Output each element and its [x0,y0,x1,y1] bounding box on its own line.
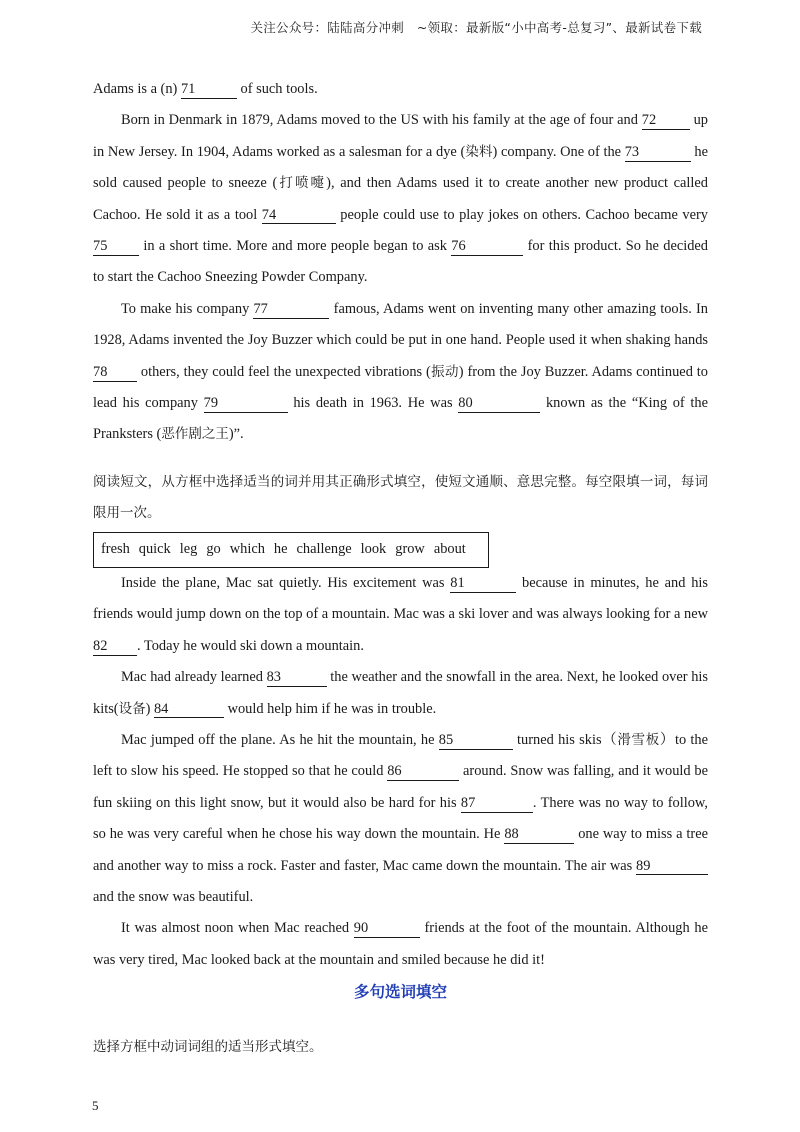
word-option: which [229,540,265,557]
word-option: look [360,540,387,557]
text: Mac jumped off the plane. As he hit the mountain, he [121,731,439,748]
text: the weather and the snowfall in the area. Next, he looked over his kits( [93,669,708,717]
text: Inside the plane, Mac sat quietly. His excitement was [121,574,451,591]
blank-90[interactable]: 90 [354,921,420,938]
blank-77[interactable]: 77 [253,302,329,319]
text: 打喷嚏 [277,175,327,192]
document-body [93,74,708,1064]
text: known as the “King of the Pranksters ( [93,395,708,443]
section-instruction: 选择方框中动词词组的适当形式填空。 [93,1039,323,1056]
passage1-paragraph3 [93,294,708,451]
text: ）to the left to slow his speed. He stopped so that he could [93,731,709,780]
text: It was almost noon when Mac reached [121,920,354,937]
blank-84[interactable]: 84 [154,702,224,719]
text: because in minutes, he and his friends would jump down on the top of a mountain. Mac was a ski lover and was always looking for a new [93,574,709,623]
word-option: fresh [101,540,130,557]
passage1-paragraph2 [93,105,708,293]
word-option: leg [179,540,198,557]
text: he sold caused people to sneeze ( [93,143,708,192]
text: for this product. So he decided to start the Cachoo Sneezing Powder Company. [93,238,708,286]
word-option: grow [395,540,425,557]
text: in a short time. More and more people began to ask [139,238,452,255]
text: 设备 [118,700,146,717]
text: Mac had already learned [121,669,267,686]
text: To make his company [121,300,254,317]
blank-87[interactable]: 87 [461,796,533,813]
blank-73[interactable]: 73 [625,145,691,162]
text: up in New Jersey. In 1904, Adams worked as a salesman for a dye ( [93,112,708,160]
blank-78[interactable]: 78 [93,365,137,382]
text: ) [145,700,154,717]
blank-79[interactable]: 79 [204,396,288,413]
blank-75[interactable]: 75 [93,239,139,256]
text: people could use to play jokes on others. Cachoo became very [335,206,708,223]
text: one way to miss a tree and another way to miss a rock. Faster and faster, Mac came down the mountain. The air was [93,826,708,874]
text: ) company. One of the [492,143,625,160]
text: and the snow was beautiful. [93,888,254,905]
blank-89[interactable]: 89 [636,859,708,876]
text: ), and then Adams used it to create another new product called Cachoo. He sold it as a tool [93,175,708,223]
text: Born in Denmark in 1879, Adams moved to the US with his family at the age of four and [121,112,642,129]
word-box [93,532,489,568]
blank-80[interactable]: 80 [458,396,540,413]
blank-76[interactable]: 76 [451,239,523,256]
blank-86[interactable]: 86 [387,764,459,781]
word-option: he [273,540,288,557]
blank-74[interactable]: 74 [262,208,336,225]
text: turned his skis（ [512,731,618,748]
instruction-text: 阅读短文，从方框中选择适当的词并用其正确形式填空，使短文通顺、意思完整。每空限填一词，每词限用一次。 [93,473,708,521]
text: Adams is a (n) [93,81,181,97]
text: of such tools. [236,81,318,97]
blank-72[interactable]: 72 [642,113,690,130]
text: friends at the foot of the mountain. Although he was very tired, Mac looked back at the mountain and smiled because he did it! [93,920,708,968]
word-option: about [433,540,466,557]
text: 振动 [430,363,459,380]
text: ) from the Joy Buzzer. Adams continued to lead his company [93,363,708,412]
passage2-paragraph1 [93,568,708,662]
text: around. Snow was falling, and it would be fun skiing on this light snow, but it would also be hard for his [93,763,708,811]
text: his death in 1963. He was [287,395,459,412]
text: 滑雪板 [617,731,660,748]
text: 恶作剧之王 [161,426,229,443]
text: others, they could feel the unexpected vibrations ( [137,363,431,380]
word-option: go [206,540,221,557]
blank-82[interactable]: 82 [93,639,137,656]
word-option: quick [138,540,171,557]
text: famous, Adams went on inventing many other amazing tools. In 1928, Adams invented the Joy Buzzer which could be put in one hand. People used it when shaking hands [93,300,708,349]
page-header: 关注公众号：陆陆高分冲刺 ~领取：最新版“小中高考-总复习”、最新试卷下载 [250,20,702,35]
blank-88[interactable]: 88 [504,827,574,844]
passage1-line1 [93,74,708,105]
text: 染料 [465,143,493,160]
text: would help him if he was in trouble. [223,700,437,717]
text: . There was no way to follow, so he was very careful when he chose his way down the mountain. He [93,794,708,843]
passage2-paragraph3 [93,725,708,913]
passage2-paragraph4 [93,913,708,976]
word-option: challenge [296,540,352,557]
blank-81[interactable]: 81 [450,576,516,593]
blank-71[interactable]: 71 [181,82,237,99]
section-title: 多句选词填空 [353,983,447,1002]
blank-83[interactable]: 83 [267,670,327,687]
blank-85[interactable]: 85 [439,733,513,750]
passage2-paragraph2 [93,662,708,725]
text: . Today he would ski down a mountain. [137,637,364,654]
page-number: 5 [92,1098,99,1113]
text: )”. [228,426,244,443]
